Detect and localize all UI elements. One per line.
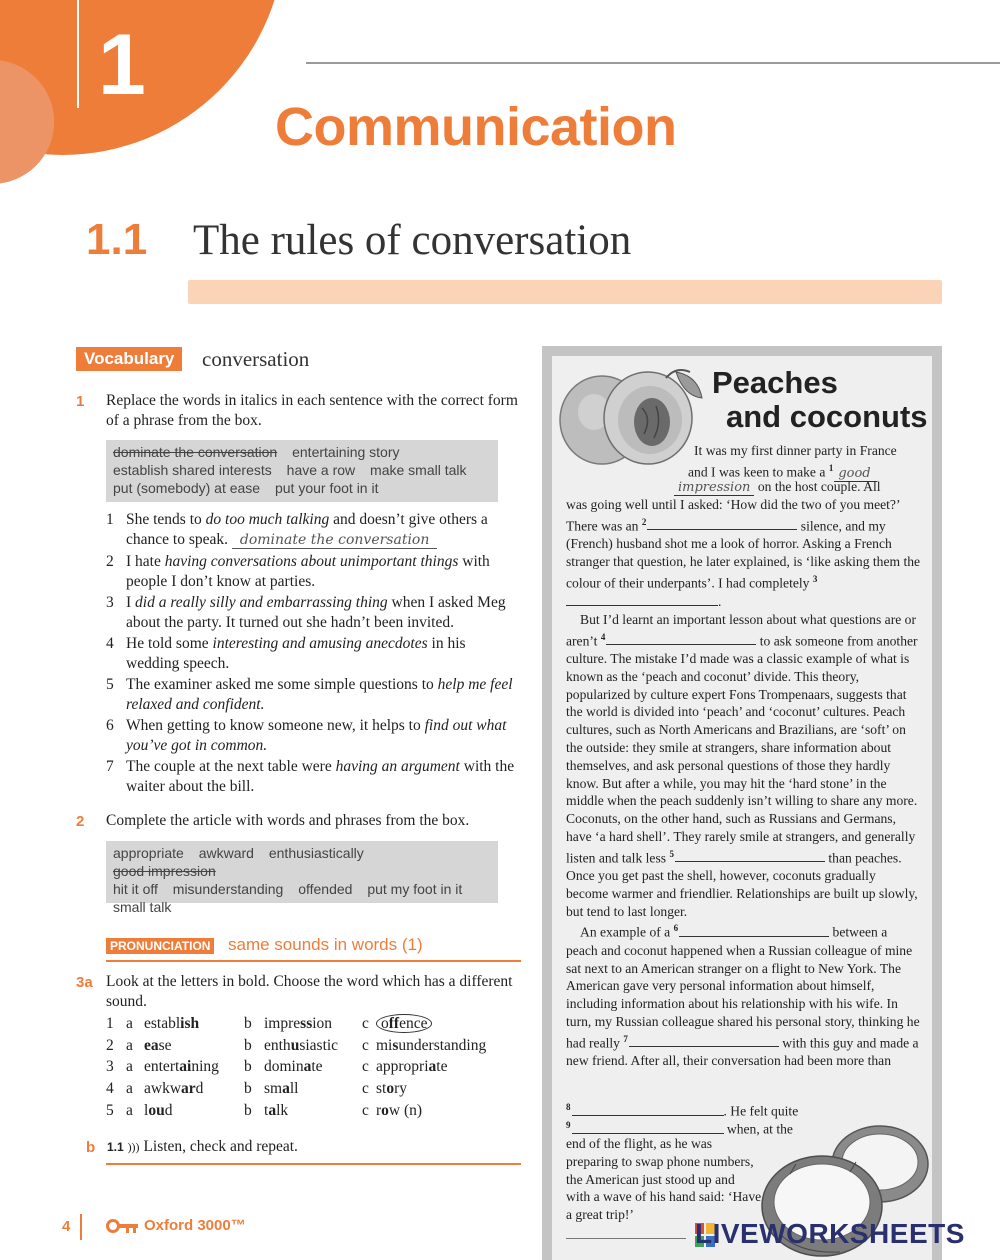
sentence-text: and doesn’t give others a chance to speak. — [126, 511, 488, 548]
box-phrase: have a row — [286, 462, 356, 478]
answer-gap-1a[interactable]: good — [834, 466, 876, 482]
exercise-2-word-box — [106, 841, 498, 915]
article-text: between a peach and coconut happened when a Russian colleague of mine sat next to an American stranger on a flight to New York. The American gave very personal information about himself, including information about his relationship with his wife. In turn, my Russian colleague shared his personal story, thinking he had really — [566, 924, 920, 1051]
sentence-item — [106, 634, 521, 673]
lesson-band — [188, 280, 942, 304]
article-text: than peaches. Once you get past the shell, however, coconuts gradually become warmer and friendlier. Relationships are built up slowly, but tend to last longer. — [566, 850, 918, 919]
answer-gap-2[interactable] — [647, 516, 797, 530]
answer-gap-7[interactable] — [629, 1033, 779, 1047]
footer-divider — [80, 1214, 82, 1240]
sentence-number: 5 — [106, 676, 114, 693]
option-letter: b — [244, 1014, 252, 1032]
sentence-italic: do too much talking — [205, 511, 330, 528]
option-letter: c — [362, 1102, 369, 1120]
gap-number: 8 — [566, 1102, 571, 1112]
option-letter: c — [362, 1014, 369, 1032]
vocabulary-topic: conversation — [202, 347, 310, 371]
option-a[interactable]: entertaining — [144, 1058, 219, 1076]
option-letter: b — [244, 1036, 252, 1054]
unit-number: 1 — [98, 17, 146, 113]
box-phrase: misunderstanding — [172, 881, 284, 897]
sentence-text: I hate — [126, 553, 165, 570]
sentence-item — [106, 757, 521, 796]
row-number: 3 — [106, 1058, 114, 1076]
row-number: 4 — [106, 1080, 114, 1098]
box-phrase: appropriate — [113, 845, 184, 861]
exercise-3b-rule — [106, 1163, 521, 1165]
option-c[interactable]: appropriate — [376, 1058, 448, 1076]
sentence-text: I — [126, 594, 136, 611]
exercise-3b-line — [107, 1138, 298, 1156]
key-icon — [106, 1218, 140, 1234]
answer-gap-9[interactable] — [572, 1120, 724, 1134]
option-b[interactable]: talk — [264, 1102, 289, 1120]
option-a[interactable]: loud — [144, 1102, 173, 1120]
sentence-text: The couple at the next table were — [126, 758, 336, 775]
option-c[interactable]: story — [376, 1080, 408, 1098]
vocabulary-tag: Vocabulary — [76, 347, 182, 371]
article-paragraph-2 — [566, 611, 921, 921]
option-letter: b — [244, 1102, 252, 1120]
sentence-item — [106, 552, 521, 591]
option-letter: a — [126, 1080, 133, 1098]
word-box-line — [113, 479, 491, 497]
article-text: on the host couple. All — [757, 479, 881, 494]
gap-number: 5 — [669, 848, 674, 859]
answer-gap-4[interactable] — [606, 631, 756, 645]
table-row — [106, 1035, 486, 1057]
article-text: with this guy and made a new friend. After all, their conversation had been more than — [566, 1035, 919, 1069]
box-phrase: good impression — [113, 863, 216, 879]
answer-field-1[interactable]: dominate the conversation — [232, 532, 438, 549]
article-text: when, at the — [726, 1121, 793, 1137]
sentence-item — [106, 593, 521, 632]
sentence-italic: find out what you’ve got in common. — [126, 717, 507, 754]
sentence-text: When getting to know someone new, it helps to — [126, 717, 425, 734]
unit-divider — [77, 0, 79, 108]
article-title-line1: Peaches — [712, 365, 838, 400]
box-phrase: put (somebody) at ease — [113, 480, 261, 496]
audio-track-number: 1.1 — [107, 1140, 124, 1154]
article-paragraph-1: was going well until I asked: ‘How did the two of you meet?’ There was an $^2$ silence, and my (French) husband shot me a look of horror. Asking a French stranger that question, he later explained, is ‘like asking them the colour of their underpants’. I had completely $^3$. But I’d learnt an important lesson about what questions are or aren’t $^4$ to ask someone from another culture. The mistake I’d made was a classic example of what is known as the ‘peach and coconut’ divide. This theory, popularized by culture expert Fons Trompenaars, suggests that the world is divided into ‘peach’ and ‘coconut’ cultures. Peach cultures, such as North Americans and Brazilians, are ‘soft’ on the outside: they smile at strangers, share information about themselves, and ask personal questions of those they hardly know. But after a while, you may hit the ‘hard stone’ in the middle when the peach suddenly isn’t willing to share any more. Coconuts, on the other hand, such as Russians and Germans, have ‘a hard shell’. They rarely smile at strangers, and generally listen and talk less $^5$ than peaches. Once you get past the shell, however, coconuts gradually become warmer and friendlier. Relationships are built up slowly, but tend to last longer. An example of a $^6$ between a peach and coconut happened when a Russian colleague of mine sat next to an American stranger on a flight to New York. The American gave very personal information about himself, including information about his relationship with his wife. In turn, my Russian colleague shared his personal story, thinking he had really $^7$ with this guy and made a new friend. After all, their conversation had been more than — [566, 497, 921, 1069]
option-c[interactable] — [376, 1013, 486, 1035]
circled-answer: offence — [376, 1014, 432, 1033]
option-b[interactable]: dominate — [264, 1058, 323, 1076]
sentence-text: The examiner asked me some simple questions to — [126, 676, 438, 693]
sentence-item — [106, 716, 521, 755]
article-text: An example of a — [580, 924, 671, 940]
gap-number: 7 — [623, 1033, 628, 1044]
gap-number: 2 — [641, 516, 647, 527]
unit-title: Communication — [275, 97, 677, 157]
table-row — [106, 1057, 486, 1079]
exercise-1-sentences — [106, 510, 521, 798]
word-box-line — [113, 844, 491, 880]
exercise-1-word-box — [106, 440, 498, 502]
gap-number: 3 — [812, 573, 818, 584]
sentence-number: 7 — [106, 758, 114, 775]
gap-number: 9 — [566, 1120, 571, 1130]
exercise-3b-number: b — [86, 1139, 96, 1156]
article-line: It was my first dinner party in France — [694, 443, 897, 458]
article-closing: end of the flight, as he was preparing to swap phone numbers, the American just stood up and with a wave of his hand said: ‘Have a great trip!’ — [566, 1136, 762, 1223]
row-number: 5 — [106, 1102, 114, 1120]
box-phrase: enthusiastically — [268, 845, 364, 861]
table-row — [106, 1013, 486, 1035]
option-a[interactable]: awkward — [144, 1080, 204, 1098]
word-box-line — [113, 461, 491, 479]
article-text: But I’d learnt an important lesson about what questions are or aren’t — [566, 611, 916, 649]
box-phrase: dominate the conversation — [113, 444, 278, 460]
box-phrase: establish shared interests — [113, 462, 272, 478]
sentence-text: with the waiter about the bill. — [126, 758, 515, 795]
answer-gap-6[interactable] — [679, 923, 829, 937]
option-letter: a — [126, 1036, 133, 1054]
sentence-text: with people I don’t know at parties. — [126, 553, 490, 590]
option-letter: a — [126, 1058, 133, 1076]
sentence-italic: interesting and amusing anecdotes — [212, 635, 428, 652]
pronunciation-rule — [106, 960, 521, 962]
exercise-3a-instruction: Look at the letters in bold. Choose the word which has a different sound. — [106, 973, 513, 1010]
option-c[interactable]: misunderstanding — [376, 1036, 487, 1054]
option-letter: a — [126, 1102, 133, 1120]
sentence-number: 4 — [106, 635, 114, 652]
sentence-text: He told some — [126, 635, 213, 652]
sentence-number: 1 — [106, 511, 114, 528]
box-phrase: awkward — [198, 845, 254, 861]
article-end-rule — [566, 1238, 686, 1239]
exercise-1-instruction: Replace the words in italics in each sentence with the correct form of a phrase from the box. — [106, 392, 518, 429]
option-a[interactable]: ease — [144, 1036, 172, 1054]
sentence-number: 3 — [106, 594, 114, 611]
answer-gap-5[interactable] — [675, 848, 825, 862]
pronunciation-topic: same sounds in words (1) — [228, 935, 423, 954]
gap-number: 1 — [828, 463, 834, 473]
gap-number: 6 — [673, 923, 679, 934]
box-phrase: offended — [298, 881, 353, 897]
article-line — [674, 478, 881, 497]
lesson-number: 1.1 — [86, 215, 148, 264]
sentence-italic: did a really silly and embarrassing thing — [135, 594, 388, 611]
sentence-text: She tends to — [126, 511, 206, 528]
top-rule — [306, 62, 1000, 64]
audio-icon[interactable]: ))) — [127, 1140, 140, 1154]
word-box-line — [113, 443, 491, 461]
page-number: 4 — [62, 1218, 71, 1235]
table-row — [106, 1078, 486, 1100]
article-paragraph-3 — [566, 920, 921, 1069]
exercise-2-instruction: Complete the article with words and phrases from the box. — [106, 812, 470, 829]
pronunciation-tag: PRONUNCIATION — [106, 938, 214, 954]
sound-choice-table — [106, 1013, 486, 1122]
sentence-number: 2 — [106, 553, 114, 570]
peach-illustration — [558, 362, 708, 470]
box-phrase: put my foot in it — [367, 881, 463, 897]
row-number: 1 — [106, 1014, 114, 1032]
answer-gap-1b[interactable]: impression — [674, 480, 754, 496]
sentence-number: 6 — [106, 717, 114, 734]
option-b[interactable]: impression — [264, 1014, 333, 1032]
option-letter: c — [362, 1058, 369, 1076]
option-letter: a — [126, 1014, 133, 1032]
exercise-2-number: 2 — [76, 813, 85, 830]
box-phrase: hit it off — [113, 881, 158, 897]
gap-number: 4 — [600, 631, 606, 642]
word-box-line — [113, 898, 491, 916]
liveworksheets-watermark: LIVEWORKSHEETS — [695, 1218, 965, 1249]
sentence-item — [106, 675, 521, 714]
article-text: to ask someone from another culture. The mistake I’d made was a classic example of what is known as the ‘peach and coconut’ divide. This theory, popularized by culture expert Fons Trompenaars, suggests that the world is divided into ‘peach’ and ‘coconut’ cultures. Peach cultures, such as North Americans and Brazilians, are ‘soft’ on the outside: they smile at strangers, share information about themselves, and ask personal questions of those they hardly know. But after a while, you may hit the ‘hard stone’ in the middle when the peach suddenly isn’t willing to share any more. Coconuts, on the other hand, such as Russians and Germans, have ‘a hard shell’. They rarely smile at strangers, and generally listen and talk less — [566, 633, 918, 866]
option-b[interactable]: small — [264, 1080, 299, 1098]
sentence-italic: having conversations about unimportant things — [164, 553, 459, 570]
option-letter: c — [362, 1080, 369, 1098]
article-text: silence, and my (French) husband shot me a look of horror. Asking a French stranger that question, he later explained, is ‘like asking them the colour of their underpants’. I had completely — [566, 518, 921, 591]
lesson-title: The rules of conversation — [193, 217, 632, 264]
box-phrase: small talk — [113, 899, 172, 915]
option-b[interactable]: enthusiastic — [264, 1036, 339, 1054]
table-row — [106, 1100, 486, 1122]
sentence-text: when I asked Meg about the party. It turned out she hadn’t been invited. — [126, 594, 506, 631]
row-number: 2 — [106, 1036, 114, 1054]
word-box-line — [113, 880, 491, 898]
article-text: was going well until I asked: ‘How did the two of you meet?’ There was an — [566, 497, 900, 534]
exercise-3a-number: 3a — [76, 974, 93, 991]
answer-gap-8[interactable] — [572, 1102, 724, 1116]
sentence-italic: having an argument — [335, 758, 460, 775]
exercise-1-number: 1 — [76, 393, 85, 410]
sentence-text: in his wedding speech. — [126, 635, 466, 672]
article-title-line2: and coconuts — [726, 399, 928, 434]
article-text: . He felt quite — [723, 1103, 799, 1119]
sentence-italic: help me feel relaxed and confident. — [126, 676, 513, 713]
option-letter: c — [362, 1036, 369, 1054]
box-phrase: entertaining story — [292, 444, 400, 460]
option-letter: b — [244, 1058, 252, 1076]
article-text: and I was keen to make a — [688, 464, 826, 480]
option-a[interactable]: establish — [144, 1014, 200, 1032]
option-c[interactable]: row (n) — [376, 1102, 423, 1120]
answer-gap-3[interactable] — [566, 592, 718, 606]
sentence-item — [106, 510, 521, 550]
option-letter: b — [244, 1080, 252, 1098]
exercise-3b-instruction: Listen, check and repeat. — [143, 1138, 298, 1155]
oxford-3000-label: Oxford 3000™ — [144, 1217, 246, 1234]
box-phrase: put your foot in it — [274, 480, 379, 496]
box-phrase: make small talk — [370, 462, 467, 478]
